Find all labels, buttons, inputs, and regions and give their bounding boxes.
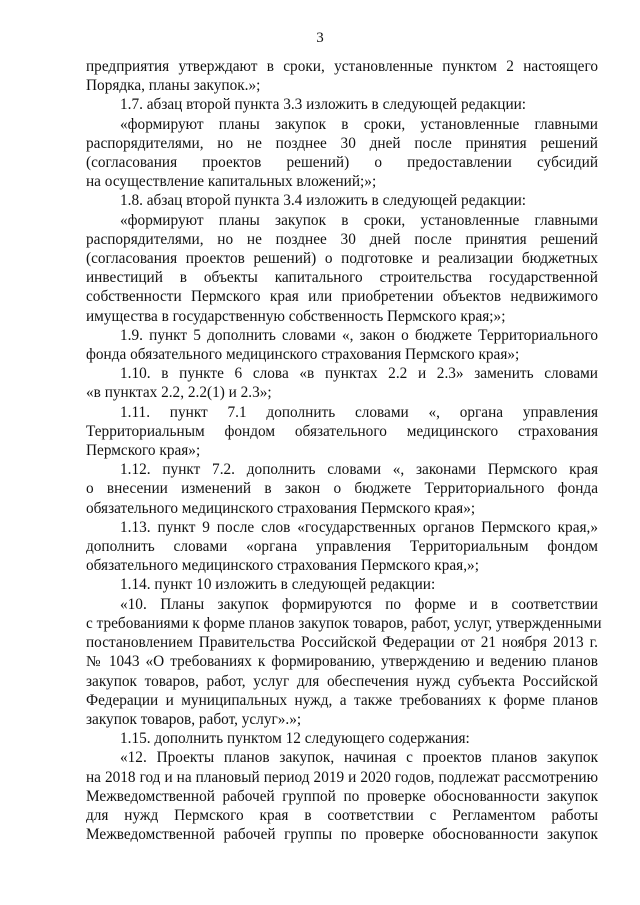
text-line: обязательного медицинского страхования Пермского края,»; xyxy=(86,557,479,575)
paragraph xyxy=(86,729,598,748)
text-line: закупок товаров, работ, услуг».»; xyxy=(86,710,302,728)
text-line: собственности Пермского края или приобретении объектов недвижимого xyxy=(86,288,598,306)
text-line: Территориальным фондом обязательного медицинского страхования xyxy=(86,422,598,440)
text-line: постановлением Правительства Российской Федерации от 21 ноября 2013 г. xyxy=(86,634,598,652)
text-line: предприятия утверждают в сроки, установленные пунктом 2 настоящего xyxy=(86,58,598,75)
text-line: для нужд Пермского края в соответствии с Регламентом работы xyxy=(86,806,598,824)
paragraph xyxy=(86,575,598,594)
text-line: «в пунктах 2.2, 2.2(1) и 2.3»; xyxy=(86,384,272,402)
text-line: 1.9. пункт 5 дополнить словами «, закон о бюджете Территориального xyxy=(120,326,598,344)
text-line: 1.15. дополнить пунктом 12 следующего содержания: xyxy=(120,730,470,748)
text-line: на осуществление капитальных вложений;»; xyxy=(86,173,377,191)
text-line: о внесении изменений в закон о бюджете Территориального фонда xyxy=(86,480,598,498)
document-body xyxy=(86,57,602,844)
paragraph xyxy=(86,326,598,364)
text-line: закупок товаров, работ, услуг для обеспечения нужд субъекта Российской xyxy=(86,672,598,690)
text-line: распорядителями, но не позднее 30 дней после принятия решений xyxy=(86,230,598,248)
paragraph xyxy=(86,57,598,95)
text-line: Порядка, планы закупок.»; xyxy=(86,77,261,95)
text-line: дополнить словами «органа управления Территориальным фондом xyxy=(86,538,598,556)
text-line: 1.11. пункт 7.1 дополнить словами «, органа управления xyxy=(120,403,598,421)
paragraph xyxy=(86,115,598,192)
text-line: 1.12. пункт 7.2. дополнить словами «, законами Пермского края xyxy=(120,461,598,479)
text-line: фонда обязательного медицинского страхования Пермского края»; xyxy=(86,346,520,364)
text-line: инвестиций в объекты капитального строительства государственной xyxy=(86,269,598,287)
text-line: «формируют планы закупок в сроки, установленные главными xyxy=(120,115,598,133)
text-line: Межведомственной рабочей группы по проверке обоснованности закупок xyxy=(86,826,598,844)
paragraph xyxy=(86,95,598,114)
text-line: обязательного медицинского страхования Пермского края»; xyxy=(86,499,476,517)
paragraph xyxy=(86,595,602,729)
text-line: 1.8. абзац второй пункта 3.4 изложить в следующей редакции: xyxy=(120,192,527,210)
page-number: 3 xyxy=(316,30,324,46)
text-line: «формируют планы закупок в сроки, установленные главными xyxy=(120,211,598,229)
paragraph xyxy=(86,211,598,326)
paragraph xyxy=(86,364,598,402)
text-line: 1.13. пункт 9 после слов «государственных органов Пермского края,» xyxy=(120,518,598,536)
text-line: Межведомственной рабочей группой по проверке обоснованности закупок xyxy=(86,787,598,805)
text-line: Федерации и муниципальных нужд, а также требованиях к форме планов xyxy=(86,691,598,709)
text-line: имущества в государственную собственность Пермского края;»; xyxy=(86,307,506,325)
text-line: 1.14. пункт 10 изложить в следующей редакции: xyxy=(120,576,436,594)
text-line: с требованиями к форме планов закупок товаров, работ, услуг, утвержденными xyxy=(86,614,602,632)
text-line: (согласования проектов решений) о предоставлении субсидий xyxy=(86,154,598,172)
text-line: Пермского края»; xyxy=(86,442,201,460)
paragraph xyxy=(86,748,598,844)
text-line: «10. Планы закупок формируются по форме и в соответствии xyxy=(120,595,598,613)
text-line: № 1043 «О требованиях к формированию, утверждению и ведению планов xyxy=(86,653,598,671)
text-line: 1.7. абзац второй пункта 3.3 изложить в следующей редакции: xyxy=(120,96,527,114)
paragraph xyxy=(86,191,598,210)
paragraph xyxy=(86,403,598,461)
text-line: «12. Проекты планов закупок, начиная с проектов планов закупок xyxy=(120,749,598,767)
paragraph xyxy=(86,460,598,518)
text-line: (согласования проектов решений) о подготовке и реализации бюджетных xyxy=(86,250,598,268)
text-line: на 2018 год и на плановый период 2019 и 2020 годов, подлежат рассмотрению xyxy=(86,768,598,786)
text-line: 1.10. в пункте 6 слова «в пунктах 2.2 и 2.3» заменить словами xyxy=(120,365,598,383)
text-line: распорядителями, но не позднее 30 дней после принятия решений xyxy=(86,134,598,152)
paragraph xyxy=(86,518,598,576)
